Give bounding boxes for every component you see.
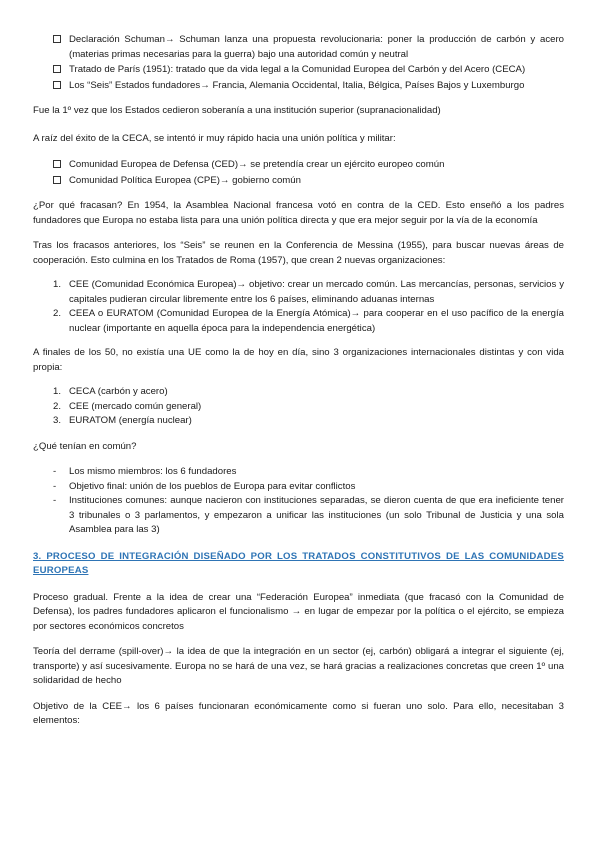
list-common-traits [53,465,564,538]
list-item: 1. CECA (carbón y acero) [53,386,168,397]
list-item: - Instituciones comunes: aunque nacieron con instituciones separadas, se dieron cuenta de que era ineficiente tener 3 tribunales o 3 parlamentos, y empezaron a unificar las instituciones (un solo Tribunal de Justicia y una sola Asamblea para las 3) [53,495,564,535]
checkbox-icon[interactable] [53,65,61,73]
list-item: 3. EURATOM (energía nuclear) [53,415,192,426]
paragraph-gradual-process: Proceso gradual. Frente a la idea de crear una “Federación Europea” inmediata (que fracasó con la Comunidad de Defensa), los padres fundadores aplicaron el funcionalismo → en lugar de empezar por la política o el ejército, se empieza por sectores económicos concretos [33,591,564,632]
list-item: - Los mismo miembros: los 6 fundadores [53,466,237,477]
checkbox-icon[interactable] [53,35,61,43]
paragraph-after-ceca: A raíz del éxito de la CECA, se intentó ir muy rápido hacia una unión política y militar: [33,132,396,144]
paragraph-messina: Tras los fracasos anteriores, los “Seis” se reunen en la Conferencia de Messina (1955), para buscar nuevas áreas de cooperación. Esto culmina en los Tratados de Roma (1957), que crean 2 nuevas organizaciones: [33,240,564,266]
checklist-ceca [53,33,564,93]
list-item: 2. CEE (mercado común general) [53,400,202,412]
list-item: Tratado de París (1951): tratado que da vida legal a la Comunidad Europea del Carbón y del Acero (CECA) [53,63,564,78]
list-item: Comunidad Europea de Defensa (CED)→ se pretendía crear un ejército europeo común [53,158,564,173]
paragraph-fifties: A finales de los 50, no existía una UE como la de hoy en día, sino 3 organizaciones internacionales distintas y con vida propia: [33,347,564,373]
paragraph-common-question: ¿Qué tenían en común? [33,440,137,452]
checklist-ced-cpe [53,158,564,188]
section-3-heading: 3. PROCESO DE INTEGRACIÓN DISEÑADO POR LOS TRATADOS CONSTITUTIVOS DE LAS COMUNIDADES EUROPEAS [33,550,564,576]
paragraph-why-fail: ¿Por qué fracasan? En 1954, la Asamblea Nacional francesa votó en contra de la CED. Esto enseñó a los padres fundadores que Europa no estaba lista para una unión política directa y que era mejor seguir por la vía de la economía [33,200,564,226]
list-organizations [53,385,564,429]
paragraph-supranational: Fue la 1º vez que los Estados cedieron soberanía a una institución superior (supranacionalidad) [33,105,441,116]
list-item: Comunidad Política Europea (CPE)→ gobierno común [53,174,564,189]
checkbox-icon[interactable] [53,81,61,89]
list-item: Declaración Schuman→ Schuman lanza una propuesta revolucionaria: poner la producción de carbón y acero (materias primas necesarias para la guerra) bajo una autoridad común y neutral [53,33,564,62]
list-item: 2. CEEA o EURATOM (Comunidad Europea de la Energía Atómica)→ para cooperar en el uso pacífico de la energía nuclear (importante en aquella época para la independencia energética) [53,308,564,334]
list-item: 1. CEE (Comunidad Económica Europea)→ objetivo: crear un mercado común. Las mercancías, personas, servicios y capitales pudieran circular libremente entre los 6 países, eliminando aduanas internas [53,279,564,305]
checkbox-icon[interactable] [53,176,61,184]
list-item: - Objetivo final: unión de los pueblos de Europa para evitar conflictos [53,480,356,492]
list-item: Los “Seis” Estados fundadores→ Francia, Alemania Occidental, Italia, Bélgica, Países Bajos y Luxemburgo [53,79,564,94]
checkbox-icon[interactable] [53,160,61,168]
list-rome-treaties [53,278,564,336]
paragraph-spillover: Teoría del derrame (spill-over)→ la idea de que la integración en un sector (ej, carbón) obligará a integrar el siguiente (ej, transporte) y así sucesivamente. Europa no se hará de una vez, se hará gracias a realizaciones concretas que creen 1º una solidaridad de hecho [33,646,564,686]
paragraph-cee-objective: Objetivo de la CEE→ los 6 países funcionaran económicamente como si fueran uno solo. Para ello, necesitaban 3 elementos: [33,700,564,726]
